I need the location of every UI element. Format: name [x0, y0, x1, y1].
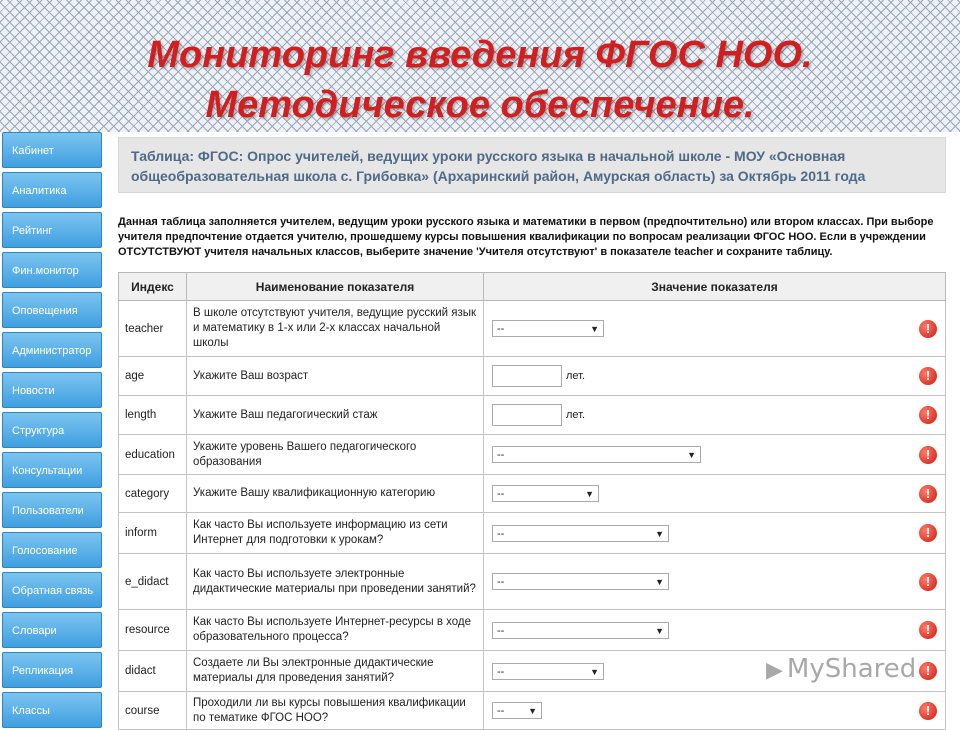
sidebar-item-users[interactable]: Пользователи: [2, 492, 102, 528]
row-index: course: [119, 692, 187, 730]
table-row: [119, 554, 946, 610]
row-index: didact: [119, 651, 187, 692]
select-value: --: [497, 527, 505, 540]
sidebar-item-classes[interactable]: Классы: [2, 692, 102, 728]
inform-select[interactable]: [492, 525, 669, 542]
sidebar-item-dictionaries[interactable]: Словари: [2, 612, 102, 648]
row-name: Укажите Вашу квалификационную категорию: [187, 475, 484, 513]
row-value: [484, 610, 946, 651]
header-index: Индекс: [119, 273, 187, 301]
select-value: --: [497, 705, 505, 717]
chevron-down-icon: ▼: [655, 577, 664, 587]
main-content: [118, 137, 946, 730]
row-index: age: [119, 357, 187, 396]
row-value: [484, 692, 946, 730]
sidebar: [2, 132, 104, 720]
select-value: --: [497, 488, 505, 500]
table-row: [119, 610, 946, 651]
chevron-down-icon: ▼: [687, 450, 696, 460]
row-value: [484, 435, 946, 475]
row-value: [484, 554, 946, 610]
row-index: education: [119, 435, 187, 475]
select-value: --: [497, 576, 505, 588]
watermark: [766, 654, 916, 684]
table-row: [119, 475, 946, 513]
warning-icon: !: [919, 320, 937, 338]
table-row: [119, 301, 946, 357]
table-row: [119, 435, 946, 475]
table-row: [119, 513, 946, 554]
row-index: category: [119, 475, 187, 513]
select-value: --: [497, 323, 505, 335]
header-value: Значение показателя: [484, 273, 946, 301]
chevron-down-icon: ▼: [585, 489, 594, 499]
chevron-down-icon: ▼: [528, 706, 537, 716]
warning-icon: !: [919, 367, 937, 385]
sidebar-item-fin-monitor[interactable]: Фин.монитор: [2, 252, 102, 288]
didact-select[interactable]: [492, 663, 604, 680]
row-name: В школе отсутствуют учителя, ведущие русский язык и математику в 1-х или 2-х классах начальной школы: [187, 301, 484, 357]
warning-icon: !: [919, 702, 937, 720]
chevron-down-icon: ▼: [590, 666, 599, 677]
table-row: [119, 357, 946, 396]
sidebar-item-administrator[interactable]: Администратор: [2, 332, 102, 368]
chevron-down-icon: ▼: [655, 625, 664, 636]
row-name: Проходили ли вы курсы повышения квалификации по тематике ФГОС НОО?: [187, 692, 484, 730]
table-banner: Таблица: ФГОС: Опрос учителей, ведущих уроки русского языка в начальной школе - МОУ «Основная общеобразовательная школа с. Грибовка» (Архаринский район, Амурская область) за Октябрь 2011 года: [118, 137, 946, 193]
select-value: --: [497, 624, 505, 637]
sidebar-item-replication[interactable]: Репликация: [2, 652, 102, 688]
row-index: length: [119, 396, 187, 435]
sidebar-item-notifications[interactable]: Оповещения: [2, 292, 102, 328]
watermark-text: MyShared: [786, 654, 917, 684]
sidebar-item-analytics[interactable]: Аналитика: [2, 172, 102, 208]
course-select[interactable]: [492, 702, 542, 719]
age-input[interactable]: [492, 365, 562, 387]
row-name: Укажите Ваш педагогический стаж: [187, 396, 484, 435]
slide-title-line2: Методическое обеспечение.: [205, 84, 755, 126]
education-select[interactable]: [492, 446, 701, 463]
play-icon: ▶: [766, 658, 783, 683]
warning-icon: !: [919, 621, 937, 639]
row-index: e_didact: [119, 554, 187, 610]
teacher-select[interactable]: [492, 320, 604, 337]
row-index: inform: [119, 513, 187, 554]
sidebar-item-voting[interactable]: Голосование: [2, 532, 102, 568]
row-index: resource: [119, 610, 187, 651]
e-didact-select[interactable]: [492, 573, 669, 590]
header-name: Наименование показателя: [187, 273, 484, 301]
row-value: [484, 475, 946, 513]
unit-label: лет.: [566, 409, 586, 421]
sidebar-item-consultations[interactable]: Консультации: [2, 452, 102, 488]
unit-label: лет.: [566, 370, 586, 382]
category-select[interactable]: [492, 485, 599, 502]
chevron-down-icon: ▼: [590, 324, 599, 334]
row-name: Укажите уровень Вашего педагогического образования: [187, 435, 484, 475]
table-row: [119, 396, 946, 435]
chevron-down-icon: ▼: [655, 528, 664, 539]
table-row: [119, 692, 946, 730]
row-name: Укажите Ваш возраст: [187, 357, 484, 396]
row-value: [484, 301, 946, 357]
slide-title-line1: Мониторинг введения ФГОС НОО.: [147, 34, 813, 76]
intro-text: Данная таблица заполняется учителем, ведущим уроки русского языка и математики в первом (предпочтительно) или втором классах. При выборе учителя предпочтение отдается учителю, прошедшему курсы повышения квалификации по вопросам реализации ФГОС НОО. Если в учреждении ОТСУТСТВУЮТ учителя начальных классов, выберите значение 'Учителя отсутствуют' в показателе teacher и сохраните таблицу.: [118, 216, 934, 258]
slide-title: [0, 30, 960, 130]
warning-icon: !: [919, 406, 937, 424]
row-value: [484, 396, 946, 435]
warning-icon: !: [919, 524, 937, 542]
row-index: teacher: [119, 301, 187, 357]
select-value: --: [497, 665, 505, 678]
select-value: --: [497, 449, 505, 461]
table-header-row: [119, 273, 946, 301]
row-name: Как часто Вы используете информацию из сети Интернет для подготовки к урокам?: [187, 513, 484, 554]
resource-select[interactable]: [492, 622, 669, 639]
sidebar-item-feedback[interactable]: Обратная связь: [2, 572, 102, 608]
row-name: Как часто Вы используете Интернет-ресурсы в ходе образовательного процесса?: [187, 610, 484, 651]
row-value: [484, 357, 946, 396]
warning-icon: !: [919, 446, 937, 464]
sidebar-item-news[interactable]: Новости: [2, 372, 102, 408]
warning-icon: !: [919, 485, 937, 503]
warning-icon: !: [919, 662, 937, 680]
row-name: Создаете ли Вы электронные дидактические материалы для проведения занятий?: [187, 651, 484, 692]
warning-icon: !: [919, 573, 937, 591]
sidebar-item-rating[interactable]: Рейтинг: [2, 212, 102, 248]
sidebar-item-cabinet[interactable]: Кабинет: [2, 132, 102, 168]
row-name: Как часто Вы используете электронные дидактические материалы при проведении занятий?: [187, 554, 484, 610]
length-input[interactable]: [492, 404, 562, 426]
sidebar-item-structure[interactable]: Структура: [2, 412, 102, 448]
row-value: [484, 513, 946, 554]
